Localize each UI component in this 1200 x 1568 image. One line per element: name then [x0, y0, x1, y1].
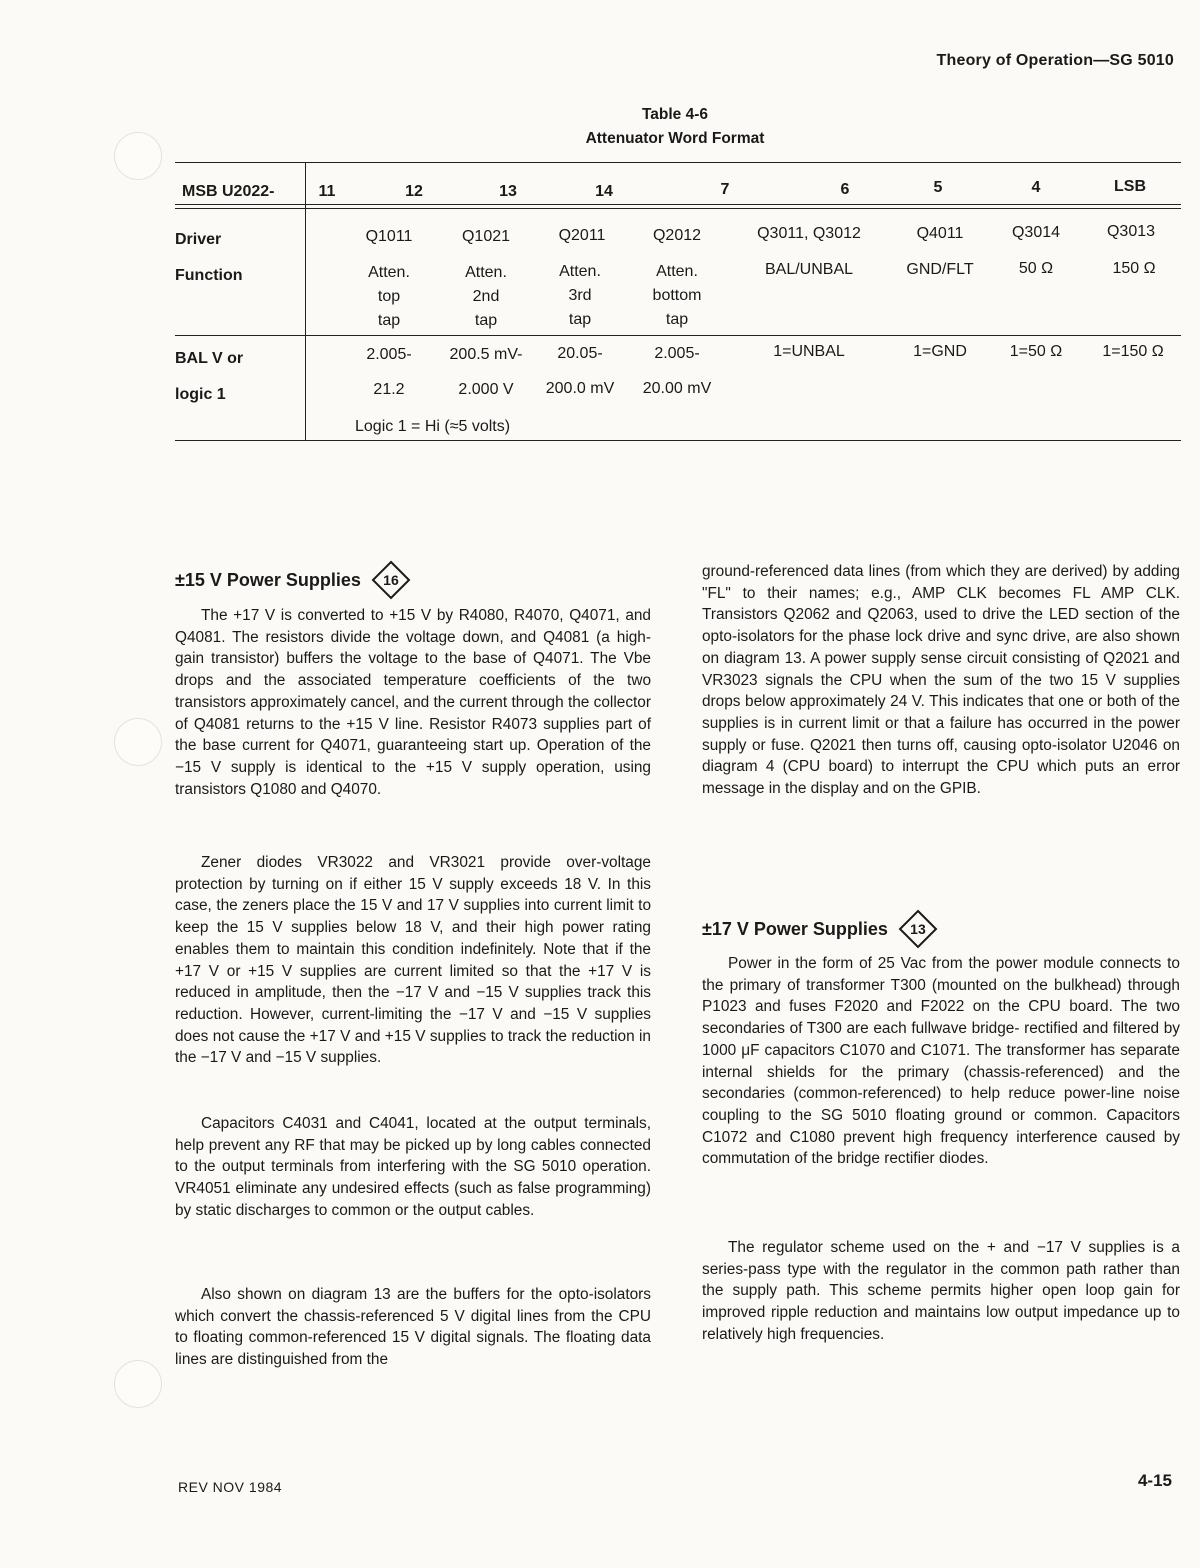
bit-header: 5 [933, 179, 943, 196]
bal-value-cell: 2.005- [366, 346, 412, 363]
function-cell: 50 Ω [1018, 260, 1054, 277]
right-column-p2 [702, 953, 1180, 1170]
bit-header: LSB [1114, 178, 1146, 195]
bal-value-cell: 2.005- [654, 345, 700, 362]
function-cell: 3rd [568, 287, 592, 304]
function-cell: bottom [652, 287, 702, 304]
bit-header: 4 [1031, 179, 1041, 196]
paragraph: The +17 V is converted to +15 V by R4080, R4070, Q4071, and Q4081. The resistors divide the voltage down, and Q4081 (a high-gain transistor) buffers the voltage to the base of Q4071. The Vbe drops and the associated temperature coefficients of the two transistors approximately cancel, and the current through the collector of Q4081 returns to the +15 V line. Resistor R4073 supplies part of the base current for Q4071, guaranteeing start up. Operation of the −15 V supply is identical to the +15 V supply operation, using transistors Q1080 and Q4070. [175, 607, 651, 798]
driver-cell: Q1011 [365, 228, 413, 245]
bal-value-cell: 1=50 Ω [1009, 343, 1063, 360]
paragraph: The regulator scheme used on the + and −17 V supplies is a series-pass type with the regulator in the common path rather than the supply path. This scheme permits higher open loop gain for improved ripple reduction and maintains low output impedance up to relatively high frequencies. [702, 1239, 1180, 1343]
function-cell: Atten. [559, 263, 601, 280]
section-title-17v [702, 909, 938, 949]
bal-value-cell: 21.2 [373, 381, 405, 398]
bit-header: 6 [840, 181, 850, 198]
bit-header: 12 [405, 183, 423, 200]
punch-hole-bottom [114, 1360, 162, 1408]
driver-cell: Q2011 [558, 227, 606, 244]
function-cell: tap [568, 311, 592, 328]
driver-cell: Q1021 [461, 228, 511, 245]
diagram-13-badge [898, 909, 938, 949]
punch-hole-middle [114, 718, 162, 766]
paragraph: Zener diodes VR3022 and VR3021 provide over-voltage protection by turning on if either 15 V supply exceeds 18 V. In this case, the zeners place the 15 V and 17 V supplies into current limit to keep the 15 V supplies below 18 V, and their high power rating enables them to maintain this condition indefinitely. Note that if the +17 V or +15 V supplies are current limited so that the +17 V is reduced in amplitude, then the −17 V and −15 V supplies track this reduction. However, current-limiting the −17 V and −15 V supplies does not cause the +17 V and +15 V supplies to track the reduction in the −17 V and −15 V supplies. [175, 854, 651, 1067]
driver-cell: Q2012 [652, 227, 702, 244]
bit-header: 14 [595, 183, 613, 200]
table-number: Table 4-6 [641, 106, 709, 123]
bit-header: 11 [318, 183, 336, 200]
section-title-15v-text: ±15 V Power Supplies [175, 569, 361, 590]
function-cell: 2nd [472, 288, 500, 305]
bal-label-line1: BAL V or [175, 350, 244, 367]
bit-header: 7 [720, 181, 730, 198]
right-column-p3 [702, 1237, 1180, 1346]
paragraph: ground-referenced data lines (from which they are derived) by adding "FL" to their names; e.g., AMP CLK becomes FL AMP CLK. Transistors Q2062 and Q2063, used to drive the LED section of the opto-isolators for the phase lock drive and sync drive, are also shown on diagram 13. A power supply sense circuit consisting of Q2021 and VR3023 signals the CPU when the sum of the two 15 V supplies drops below approximately 24 V. This indicates that one or both of the supplies is in current limit or that a failure has occurred in the power supply or fuse. Q2021 then turns off, causing opto-isolator U2046 on diagram 4 (CPU board) to interrupt the CPU which puts an error message in the display and on the GPIB. [702, 563, 1180, 798]
bal-value-cell: 2.000 V [458, 381, 514, 398]
driver-cell: Q3013 [1106, 223, 1156, 240]
function-cell: top [377, 288, 401, 305]
function-cell: BAL/UNBAL [764, 261, 854, 278]
left-column [175, 605, 651, 800]
function-cell: Atten. [465, 264, 507, 281]
function-label: Function [175, 267, 243, 284]
bal-value-cell: 20.00 mV [642, 380, 712, 397]
right-column-p1 [702, 561, 1180, 800]
bal-value-cell: 200.5 mV- [449, 346, 523, 363]
left-column-p3 [175, 1113, 651, 1222]
function-cell: tap [665, 311, 689, 328]
function-cell: 150 Ω [1112, 260, 1156, 277]
function-cell: Atten. [656, 263, 698, 280]
driver-cell: Q4011 [916, 225, 964, 242]
driver-label: Driver [175, 231, 222, 248]
bal-value-cell: 1=UNBAL [773, 343, 845, 360]
function-cell: GND/FLT [906, 261, 974, 278]
table-column-divider [305, 162, 306, 440]
paragraph: Capacitors C4031 and C4041, located at the output terminals, help prevent any RF that may be picked up by long cables connected to the output terminals from interfering with the SG 5010 operation. VR4051 eliminate any undesired effects (such as false programming) by static discharges to common or the output cables. [175, 1115, 651, 1219]
table-function-rule [175, 335, 1181, 336]
page-number: 4-15 [1137, 1471, 1172, 1490]
driver-cell: Q3011, Q3012 [757, 225, 861, 242]
running-header: Theory of Operation—SG 5010 [936, 52, 1174, 69]
paragraph: Also shown on diagram 13 are the buffers for the opto-isolators which convert the chassis-referenced 5 V digital lines from the CPU to floating common-referenced 15 V digital signals. The floating data lines are distinguished from the [175, 1286, 651, 1369]
table-top-rule [175, 162, 1181, 163]
section-title-15v [175, 560, 411, 600]
left-column-p2 [175, 852, 651, 1069]
table-title: Attenuator Word Format [585, 130, 765, 147]
bal-label-line2: logic 1 [175, 386, 226, 403]
revision-date: REV NOV 1984 [178, 1479, 283, 1495]
bal-value-cell: 1=GND [913, 343, 967, 360]
diagram-16-number: 16 [383, 572, 399, 588]
bal-value-cell: 1=150 Ω [1102, 343, 1164, 360]
diagram-16-badge [371, 560, 411, 600]
bal-value-cell: 200.0 mV [545, 380, 615, 397]
bit-header: 13 [499, 183, 517, 200]
driver-cell: Q3014 [1011, 224, 1061, 241]
bal-value-cell: 20.05- [557, 345, 603, 362]
function-cell: tap [474, 312, 498, 329]
logic-note: Logic 1 = Hi (≈5 volts) [355, 418, 511, 435]
table-bottom-rule [175, 440, 1181, 441]
left-column-p4 [175, 1284, 651, 1371]
function-cell: tap [377, 312, 401, 329]
table-header-rule [175, 204, 1181, 205]
section-title-17v-text: ±17 V Power Supplies [702, 918, 888, 939]
diagram-13-number: 13 [910, 921, 926, 937]
function-cell: Atten. [368, 264, 410, 281]
paragraph: Power in the form of 25 Vac from the power module connects to the primary of transformer T300 (mounted on the bulkhead) through P1023 and fuses F2020 and F2022 on the CPU board. The two secondaries of T300 are each fullwave bridge- rectified and filtered by 1000 μF capacitors C1070 and C1071. The transformer has separate internal shields for the primary (chassis-referenced) and the secondaries (common-referenced) to help reduce power-line noise coupling to the SG 5010 floating ground or common. Capacitors C1072 and C1080 prevent high frequency interference caused by commutation of the bridge rectifier diodes. [702, 955, 1180, 1168]
table-header-rule-double [175, 208, 1181, 209]
table-row-label-header: MSB U2022- [182, 183, 275, 200]
